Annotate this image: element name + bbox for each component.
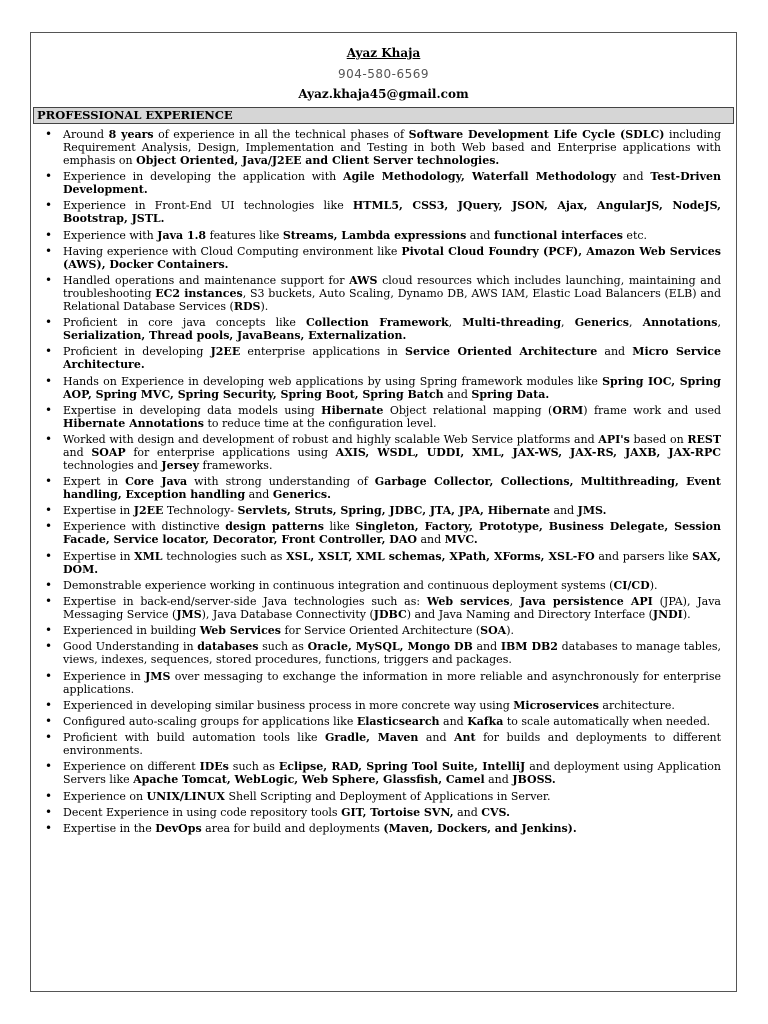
bullet-text-bold: Ant	[454, 731, 476, 745]
bullet-text: Good Understanding in	[63, 640, 198, 654]
bullet-text-bold: Annotations	[642, 316, 718, 330]
bullet-text-bold: Service Oriented Architecture	[405, 345, 598, 359]
bullet-text: Experience in developing the application with	[63, 170, 344, 184]
bullet-text-bold: Pivotal Cloud Foundry (PCF), Amazon Web Services (AWS), Docker Containers.	[63, 244, 721, 271]
experience-bullet	[31, 579, 736, 592]
bullet-text: and	[416, 533, 445, 547]
bullet-text-bold: design patterns	[225, 520, 324, 534]
experience-bullet	[31, 699, 736, 712]
bullet-text-bold: XSL, XSLT, XML schemas, XPath, XForms, XSL-FO	[286, 549, 595, 563]
bullet-text: Handled operations and maintenance support for	[63, 273, 350, 287]
bullet-text: Experienced in building	[63, 624, 200, 638]
bullet-text: and	[597, 345, 633, 359]
bullet-text: ).	[506, 624, 514, 638]
experience-bullet	[31, 822, 736, 835]
bullet-text-bold: REST	[687, 432, 721, 446]
experience-bullet	[31, 504, 736, 517]
bullet-text-bold: JMS	[176, 608, 202, 621]
bullet-text-bold: AXIS, WSDL, UDDI, XML, JAX-WS, JAX-RS, JAXB, JAX-RPC	[335, 445, 721, 459]
bullet-text: ).	[649, 578, 658, 592]
bullet-text-bold: GIT, Tortoise SVN,	[341, 805, 454, 819]
bullet-text-bold: Servlets, Struts, Spring, JDBC, JTA, JPA, Hibernate	[237, 504, 550, 518]
phone-number: 904-580-6569	[337, 67, 429, 81]
experience-bullet	[31, 170, 736, 196]
bullet-text: to scale automatically when needed.	[503, 714, 711, 728]
bullet-text-bold: Garbage Collector, Collections, Multithreading, Event handling, Exception handling	[63, 475, 721, 502]
bullet-text-bold: Streams, Lambda expressions	[282, 228, 467, 242]
bullet-text: ,	[628, 316, 643, 330]
bullet-text: Experience with	[63, 228, 158, 242]
bullet-text-bold: Multi-threading	[462, 316, 562, 330]
bullet-text-bold: CI/CD	[613, 578, 650, 592]
bullet-text: frameworks.	[199, 458, 273, 472]
bullet-text: ).	[682, 608, 691, 621]
bullet-text-bold: API's	[598, 432, 630, 446]
bullet-text: ,	[509, 595, 520, 608]
bullet-text: such as	[228, 760, 279, 774]
bullet-text: and parsers like	[594, 549, 693, 563]
bullet-text: Worked with design and development of robust and highly scalable Web Service platforms and	[63, 432, 599, 446]
bullet-text: Around	[63, 128, 109, 141]
bullet-text: Proficient in core java concepts like	[63, 316, 306, 330]
bullet-text: Technology-	[163, 504, 238, 518]
experience-bullet	[31, 199, 736, 225]
experience-bullet	[31, 640, 736, 666]
email-address: Ayaz.khaja45@gmail.com	[298, 87, 469, 101]
bullet-text: ).	[260, 299, 269, 313]
bullet-text-bold: 8 years	[108, 128, 154, 141]
experience-bullet-list	[31, 128, 736, 838]
bullet-text: with strong understanding of	[187, 475, 375, 489]
experience-bullet	[31, 404, 736, 430]
bullet-text: ,	[717, 316, 721, 330]
bullet-text-bold: Agile Methodology, Waterfall Methodology	[343, 170, 616, 184]
bullet-text: Object relational mapping (	[383, 403, 553, 417]
bullet-text: ,	[448, 316, 463, 330]
experience-bullet	[31, 790, 736, 803]
bullet-text: cloud resources which includes launching, maintaining and troubleshooting	[63, 273, 721, 300]
bullet-text-bold: SAX, DOM.	[63, 549, 721, 576]
bullet-text-bold: Serialization, Thread pools, JavaBeans, Externalization.	[63, 329, 407, 343]
bullet-text-bold: Generics	[574, 316, 629, 330]
bullet-text-bold: CVS.	[481, 805, 510, 819]
bullet-text: etc.	[622, 228, 648, 242]
bullet-text: databases to manage tables, views, indexes, sequences, stored procedures, functions, triggers and packages.	[63, 640, 721, 667]
bullet-text: Expert in	[63, 475, 126, 489]
bullet-text: enterprise applications in	[240, 345, 405, 359]
bullet-text-bold: EC2 instances	[155, 286, 243, 300]
bullet-text: Expertise in developing data models using	[63, 403, 322, 417]
bullet-text-bold: Oracle, MySQL, Mongo DB	[307, 640, 473, 654]
bullet-text: and	[549, 504, 578, 518]
bullet-text-bold: JMS.	[577, 504, 607, 518]
bullet-text-bold: J2EE	[133, 504, 164, 518]
experience-bullet	[31, 715, 736, 728]
bullet-text: and	[615, 170, 651, 184]
bullet-text: like	[323, 520, 356, 534]
experience-bullet	[31, 375, 736, 401]
bullet-text-bold: ORM	[552, 403, 584, 417]
bullet-text-bold: Spring IOC, Spring AOP, Spring MVC, Spring Security, Spring Boot, Spring Batch	[63, 374, 722, 401]
experience-bullet	[31, 245, 736, 271]
bullet-text: Hands on Experience in developing web applications by using Spring framework modules like	[63, 374, 603, 388]
experience-bullet	[31, 550, 736, 576]
bullet-text: such as	[258, 640, 308, 654]
bullet-text-bold: Kafka	[467, 714, 504, 728]
bullet-text: over messaging to exchange the information in more reliable and asynchronously for enterprise applications.	[63, 669, 721, 696]
bullet-text: and	[453, 805, 482, 819]
bullet-text: and	[418, 731, 455, 745]
bullet-text-bold: JMS	[145, 669, 171, 683]
bullet-text: Experience on different	[63, 760, 200, 774]
bullet-text-bold: SOAP	[91, 445, 126, 459]
bullet-text: and	[466, 228, 494, 242]
bullet-text: and	[439, 714, 468, 728]
bullet-text-bold: Singleton, Factory, Prototype, Business Delegate, Session Facade, Service locator, Decorator, Front Controller, DAO	[63, 520, 722, 547]
bullet-text: Decent Experience in using code repository tools	[63, 805, 342, 819]
experience-bullet	[31, 128, 736, 167]
bullet-text: and	[63, 445, 92, 459]
bullet-text: Experience in Front-End UI technologies like	[63, 199, 353, 213]
experience-bullet	[31, 760, 736, 786]
bullet-text: Expertise in	[63, 504, 134, 518]
bullet-text-bold: Gradle, Maven	[324, 731, 419, 745]
bullet-text-bold: databases	[197, 640, 259, 654]
bullet-text: Shell Scripting and Deployment of Applications in Server.	[224, 789, 551, 803]
bullet-text-bold: Generics.	[272, 488, 331, 502]
bullet-text: Proficient in developing	[63, 345, 211, 359]
bullet-text: for Service Oriented Architecture (	[281, 624, 481, 638]
bullet-text: , S3 buckets, Auto Scaling, Dynamo DB, AWS IAM, Elastic Load Balancers (ELB) and Relational Database Services (	[63, 286, 721, 313]
bullet-text: and	[484, 773, 513, 787]
bullet-text-bold: Java 1.8	[157, 228, 207, 242]
bullet-text-bold: Hibernate Annotations	[63, 416, 204, 430]
bullet-text: technologies and	[63, 458, 162, 472]
bullet-text-bold: AWS	[349, 273, 378, 287]
bullet-text: Experience in	[63, 669, 146, 683]
experience-bullet	[31, 731, 736, 757]
bullet-text-bold: JDBC	[373, 608, 407, 621]
bullet-text: Demonstrable experience working in continuous integration and continuous deployment systems (	[63, 578, 614, 592]
bullet-text: including Requirement Analysis, Design, Implementation and Testing in both Web based and Enterprise applications with emphasis on	[63, 128, 721, 167]
bullet-text: features like	[206, 228, 283, 242]
bullet-text-bold: Software Development Life Cycle (SDLC)	[408, 128, 665, 141]
bullet-text: ,	[561, 316, 575, 330]
bullet-text: architecture.	[598, 698, 675, 712]
bullet-text-bold: XML	[134, 549, 163, 563]
bullet-text: ), Java Database Connectivity (	[201, 608, 374, 621]
experience-bullet	[31, 520, 736, 546]
bullet-text-bold: RDS	[233, 299, 261, 313]
bullet-text-bold: J2EE	[210, 345, 241, 359]
bullet-text: Having experience with Cloud Computing environment like	[63, 244, 402, 258]
bullet-text: Proficient with build automation tools like	[63, 731, 325, 745]
bullet-text-bold: Web Services	[199, 624, 281, 638]
bullet-text: ) frame work and used	[583, 403, 721, 417]
bullet-text-bold: MVC.	[444, 533, 478, 547]
bullet-text-bold: functional interfaces	[493, 228, 623, 242]
bullet-text: for enterprise applications using	[125, 445, 336, 459]
bullet-text-bold: Test-Driven Development.	[63, 170, 721, 197]
bullet-text-bold: (Maven, Dockers, and Jenkins).	[383, 821, 577, 835]
bullet-text: (JPA), Java Messaging Service (	[63, 595, 721, 621]
experience-bullet	[31, 229, 736, 242]
bullet-text-bold: JNDI	[652, 608, 683, 621]
bullet-text-bold: Micro Service Architecture.	[63, 345, 721, 372]
bullet-text-bold: SOA	[480, 624, 507, 638]
bullet-text-bold: UNIX/LINUX	[146, 789, 225, 803]
bullet-text: Expertise in back-end/server-side Java technologies such as:	[63, 595, 427, 608]
bullet-text-bold: Core Java	[125, 475, 188, 489]
bullet-text-bold: Java persistence API	[519, 595, 653, 608]
resume-page	[30, 32, 737, 992]
bullet-text-bold: HTML5, CSS3, JQuery, JSON, Ajax, AngularJS, NodeJS, Bootstrap, JSTL.	[63, 199, 721, 226]
bullet-text-bold: DevOps	[155, 821, 202, 835]
bullet-text: for builds and deployments to different environments.	[63, 731, 721, 758]
bullet-text: Experience with distinctive	[63, 520, 226, 534]
bullet-text: and	[443, 387, 472, 401]
bullet-text: area for build and deployments	[201, 821, 384, 835]
bullet-text: Experienced in developing similar business process in more concrete way using	[63, 698, 514, 712]
bullet-text: to reduce time at the configuration level.	[203, 416, 437, 430]
bullet-text-bold: Microservices	[513, 698, 599, 712]
bullet-text-bold: Object Oriented, Java/J2EE and Client Server technologies.	[136, 154, 500, 167]
bullet-text: Experience on	[63, 789, 147, 803]
experience-bullet	[31, 595, 736, 621]
experience-bullet	[31, 345, 736, 371]
bullet-text-bold: Hibernate	[321, 403, 384, 417]
bullet-text-bold: Collection Framework	[306, 316, 449, 330]
bullet-text: Expertise in	[63, 549, 135, 563]
bullet-text: and	[472, 640, 501, 654]
bullet-text-bold: Apache Tomcat, WebLogic, Web Sphere, Glassfish, Camel	[133, 773, 485, 787]
bullet-text-bold: IDEs	[199, 760, 229, 774]
experience-bullet	[31, 670, 736, 696]
bullet-text-bold: Web services	[426, 595, 510, 608]
experience-bullet	[31, 316, 736, 342]
bullet-text-bold: IBM DB2	[500, 640, 558, 654]
bullet-text-bold: JBOSS.	[512, 773, 556, 787]
experience-bullet	[31, 475, 736, 501]
experience-bullet	[31, 624, 736, 637]
bullet-text-bold: Spring Data.	[471, 387, 550, 401]
candidate-name: Ayaz Khaja	[346, 46, 421, 60]
bullet-text-bold: Jersey	[161, 458, 200, 472]
bullet-text-bold: Eclipse, RAD, Spring Tool Suite, IntelliJ	[278, 760, 526, 774]
bullet-text: Configured auto-scaling groups for applications like	[63, 714, 357, 728]
bullet-text: Expertise in the	[63, 821, 156, 835]
bullet-text: ) and Java Naming and Directory Interface (	[406, 608, 653, 621]
bullet-text: and deployment using Application Servers like	[63, 760, 721, 787]
experience-bullet	[31, 806, 736, 819]
bullet-text-bold: Elasticsearch	[356, 714, 440, 728]
bullet-text: technologies such as	[162, 549, 287, 563]
experience-bullet	[31, 433, 736, 472]
bullet-text: based on	[629, 432, 688, 446]
experience-bullet	[31, 274, 736, 313]
bullet-text: of experience in all the technical phases of	[153, 128, 409, 141]
section-heading-professional-experience: PROFESSIONAL EXPERIENCE	[33, 107, 734, 124]
bullet-text: and	[245, 488, 273, 502]
